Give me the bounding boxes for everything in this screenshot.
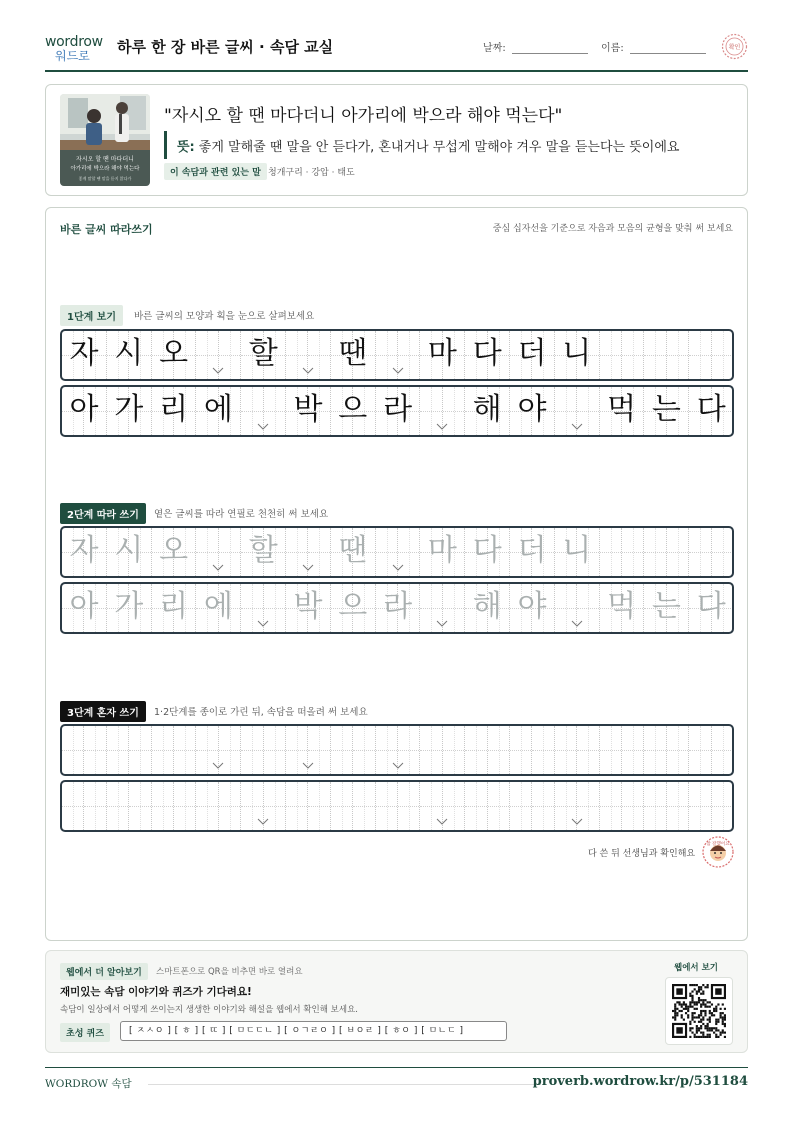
seal-text: 확인 <box>728 44 741 51</box>
qr-code[interactable] <box>665 977 733 1045</box>
space-mark-icon <box>302 564 314 572</box>
grid-cell <box>62 782 84 830</box>
space-mark-icon <box>436 818 448 826</box>
practice-glyph: 야 <box>517 392 547 427</box>
grid-cell <box>331 726 353 774</box>
meaning-text: 좋게 말해줄 땐 말을 안 듣다가, 혼내거나 무섭게 말해야 겨우 말을 듣는다는 뜻이에요 <box>198 140 680 155</box>
grid-cell <box>577 726 599 774</box>
grid-cell <box>488 782 510 830</box>
grid-cell <box>644 331 666 379</box>
proverb-meaning <box>177 136 679 155</box>
grid-cell <box>600 726 622 774</box>
grid-cell <box>667 726 689 774</box>
step-3-tag: 3단계 혼자 쓰기 <box>60 701 146 722</box>
grid-cell <box>62 726 84 774</box>
step-1-tag: 1단계 보기 <box>60 305 123 326</box>
space-mark-icon <box>212 564 224 572</box>
grid-cell <box>712 331 734 379</box>
grid-cell <box>510 726 532 774</box>
space-mark-icon <box>436 620 448 628</box>
date-field[interactable] <box>512 53 588 54</box>
practice-glyph: 에 <box>203 392 233 427</box>
grid-cell <box>555 726 577 774</box>
space-mark-icon <box>257 423 269 431</box>
grid-cell <box>510 782 532 830</box>
space-mark-icon <box>571 423 583 431</box>
wordrow-logo <box>45 34 111 62</box>
proverb-text: "자시오 할 땐 마다더니 아가리에 박으라 해야 먹는다" <box>164 106 563 126</box>
practice-glyph: 먹 <box>607 589 637 624</box>
date-label: 날짜: <box>483 43 506 54</box>
grid-cell <box>152 782 174 830</box>
related-label: 이 속담과 관련 있는 말 <box>164 163 267 180</box>
practice-glyph: 니 <box>562 336 592 371</box>
name-field[interactable] <box>630 53 706 54</box>
grid-cell <box>689 528 711 576</box>
step-2-tag: 2단계 따라 쓰기 <box>60 503 146 524</box>
practice-glyph: 더 <box>517 336 547 371</box>
grid-cell <box>600 782 622 830</box>
space-mark-icon <box>257 818 269 826</box>
practice-glyph: 에 <box>203 589 233 624</box>
grid-cell <box>353 782 375 830</box>
practice-glyph: 해 <box>472 589 502 624</box>
practice-glyph: 리 <box>159 589 189 624</box>
practice-glyph: 땐 <box>338 533 368 568</box>
practice-glyph: 시 <box>114 336 144 371</box>
grid-cell <box>689 726 711 774</box>
name-label: 이름: <box>601 43 624 54</box>
practice-glyph: 더 <box>517 533 547 568</box>
practice-title: 바른 글씨 따라쓰기 <box>60 223 153 236</box>
practice-glyph: 니 <box>562 533 592 568</box>
practice-glyph: 으 <box>338 392 368 427</box>
logo-korean: 워드로 <box>55 49 90 63</box>
practice-glyph: 야 <box>517 589 547 624</box>
step-2-row-2[interactable] <box>60 582 734 634</box>
logo-text: wordrow <box>45 34 103 50</box>
grid-cell <box>689 331 711 379</box>
quiz-label: 초성 퀴즈 <box>60 1023 110 1042</box>
grid-cell <box>712 726 734 774</box>
practice-glyph: 는 <box>651 392 681 427</box>
space-mark-icon <box>392 367 404 375</box>
practice-glyph: 먹 <box>607 392 637 427</box>
web-headline: 재미있는 속담 이야기와 퀴즈가 기다려요! <box>60 986 252 998</box>
grid-cell <box>488 726 510 774</box>
grid-cell <box>420 726 442 774</box>
grid-cell <box>600 528 622 576</box>
grid-cell <box>286 782 308 830</box>
space-mark-icon <box>257 620 269 628</box>
grid-cell <box>196 782 218 830</box>
page-title: 하루 한 장 바른 글씨 · 속담 교실 <box>117 38 334 56</box>
grid-cell <box>264 726 286 774</box>
page-header <box>45 28 748 72</box>
grid-cell <box>465 782 487 830</box>
step-3-desc: 1·2단계를 종이로 가린 뒤, 속담을 떠올려 써 보세요 <box>154 707 368 718</box>
related-words: 청개구리 · 강압 · 태도 <box>268 168 355 178</box>
grid-cell <box>174 726 196 774</box>
footer-divider <box>45 1067 748 1068</box>
grid-cell <box>644 726 666 774</box>
practice-glyph: 시 <box>114 533 144 568</box>
practice-glyph: 가 <box>114 392 144 427</box>
grid-cell <box>152 726 174 774</box>
grid-cell <box>667 528 689 576</box>
practice-glyph: 오 <box>159 533 189 568</box>
grid-cell <box>443 726 465 774</box>
grid-cell <box>84 726 106 774</box>
footer-rule <box>148 1084 541 1085</box>
practice-glyph: 라 <box>383 589 413 624</box>
grid-cell <box>465 726 487 774</box>
grid-cell <box>622 726 644 774</box>
qr-label: 웹에서 보기 <box>673 963 718 973</box>
check-note: 다 쓴 뒤 선생님과 확인해요 <box>588 849 696 859</box>
space-mark-icon <box>212 762 224 770</box>
grid-cell <box>129 726 151 774</box>
thumb-caption-1: 자시오 할 땐 마다더니 <box>76 156 134 163</box>
grid-cell <box>107 782 129 830</box>
grid-cell <box>689 782 711 830</box>
practice-note: 중심 십자선을 기준으로 자음과 모음의 균형을 맞춰 써 보세요 <box>492 224 733 234</box>
step-3-row-1[interactable] <box>60 724 734 776</box>
practice-glyph: 오 <box>159 336 189 371</box>
thumb-caption-3: 좋게 말할 땐 말을 듣지 않다가 <box>78 176 132 181</box>
space-mark-icon <box>212 367 224 375</box>
practice-glyph: 다 <box>472 533 502 568</box>
step-3-row-2[interactable] <box>60 780 734 832</box>
grid-cell <box>667 331 689 379</box>
footer-brand: WORDROW 속담 <box>45 1078 132 1090</box>
practice-glyph: 박 <box>293 392 323 427</box>
practice-glyph: 리 <box>159 392 189 427</box>
grid-cell <box>331 782 353 830</box>
practice-glyph: 으 <box>338 589 368 624</box>
practice-glyph: 할 <box>248 533 278 568</box>
space-mark-icon <box>571 620 583 628</box>
proverb-illustration-image <box>60 94 150 186</box>
step-1-row-1 <box>60 329 734 381</box>
proverb-card <box>45 84 748 196</box>
meaning-accent-bar <box>164 131 167 159</box>
qr-code-icon <box>672 984 726 1038</box>
step-1-desc: 바른 글씨의 모양과 획을 눈으로 살펴보세요 <box>134 311 315 322</box>
praise-stamp-icon <box>702 836 734 868</box>
web-promo-section <box>45 950 748 1053</box>
grid-cell <box>129 782 151 830</box>
practice-glyph: 박 <box>293 589 323 624</box>
grid-cell <box>219 782 241 830</box>
grid-cell <box>308 782 330 830</box>
grid-cell <box>712 782 734 830</box>
step-2-row-1[interactable] <box>60 526 734 578</box>
grid-cell <box>644 782 666 830</box>
grid-cell <box>622 528 644 576</box>
space-mark-icon <box>571 818 583 826</box>
footer-url[interactable]: proverb.wordrow.kr/p/531184 <box>532 1074 748 1089</box>
practice-glyph: 자 <box>69 533 99 568</box>
grid-cell <box>174 782 196 830</box>
stamp-text: 참 잘했어요 <box>706 842 730 847</box>
step-1-row-2 <box>60 385 734 437</box>
grid-cell <box>353 726 375 774</box>
grid-cell <box>600 331 622 379</box>
practice-glyph: 자 <box>69 336 99 371</box>
grid-cell <box>241 726 263 774</box>
practice-glyph: 땐 <box>338 336 368 371</box>
grid-cell <box>622 331 644 379</box>
practice-glyph: 는 <box>651 589 681 624</box>
confirm-seal-icon <box>721 33 748 60</box>
practice-glyph: 마 <box>427 533 457 568</box>
chosung-quiz: [ ㅈㅅㅇ ] [ ㅎ ] [ ㄸ ] [ ㅁㄷㄷㄴ ] [ ㅇㄱㄹㅇ ] [ ㅂㅇㄹ ] [ ㅎㅇ ] [ ㅁㄴㄷ ] <box>120 1021 507 1041</box>
grid-cell <box>532 782 554 830</box>
practice-glyph: 라 <box>383 392 413 427</box>
practice-glyph: 다 <box>472 336 502 371</box>
grid-cell <box>667 782 689 830</box>
practice-glyph: 아 <box>69 392 99 427</box>
web-desc: 스마트폰으로 QR을 비추면 바로 열려요 <box>156 967 303 977</box>
practice-glyph: 아 <box>69 589 99 624</box>
space-mark-icon <box>302 762 314 770</box>
practice-glyph: 다 <box>696 392 726 427</box>
space-mark-icon <box>436 423 448 431</box>
web-subtext: 속담이 일상에서 어떻게 쓰이는지 생생한 이야기와 해설을 웹에서 확인해 보세요. <box>60 1005 358 1015</box>
grid-cell <box>107 726 129 774</box>
meaning-label: 뜻: <box>177 140 195 155</box>
space-mark-icon <box>392 762 404 770</box>
grid-cell <box>84 782 106 830</box>
step-2-desc: 옅은 글씨를 따라 연필로 천천히 써 보세요 <box>154 509 329 520</box>
practice-glyph: 마 <box>427 336 457 371</box>
space-mark-icon <box>302 367 314 375</box>
space-mark-icon <box>392 564 404 572</box>
grid-cell <box>532 726 554 774</box>
practice-glyph: 해 <box>472 392 502 427</box>
grid-cell <box>398 782 420 830</box>
practice-glyph: 할 <box>248 336 278 371</box>
thumb-caption-2: 아가리에 박으라 해야 먹는다 <box>70 166 140 172</box>
grid-cell <box>712 528 734 576</box>
web-tag: 웹에서 더 알아보기 <box>60 963 148 980</box>
grid-cell <box>622 782 644 830</box>
practice-glyph: 다 <box>696 589 726 624</box>
practice-glyph: 가 <box>114 589 144 624</box>
grid-cell <box>644 528 666 576</box>
grid-cell <box>376 782 398 830</box>
